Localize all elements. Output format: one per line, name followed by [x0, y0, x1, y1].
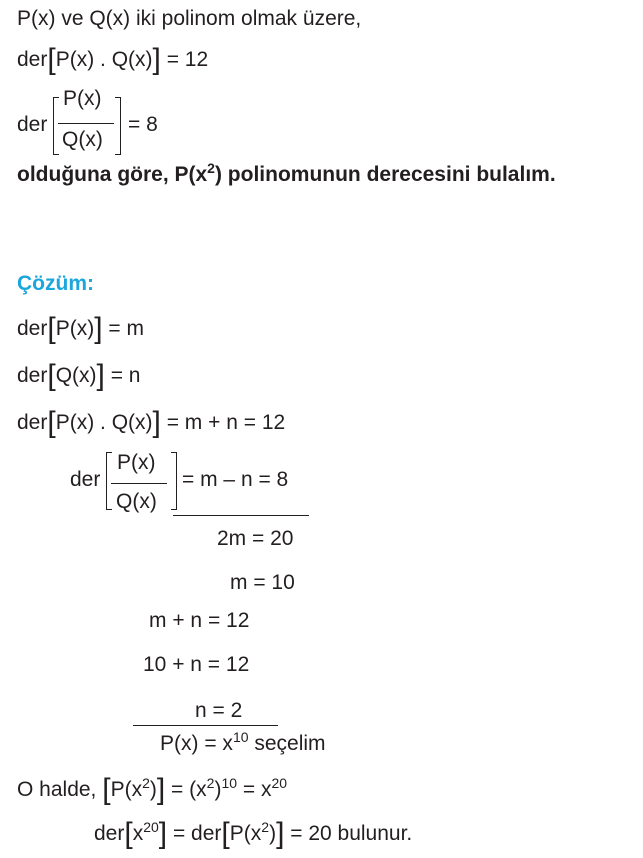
problem-product-degree: der[P(x) . Q(x)] = 12: [17, 43, 209, 76]
fraction-result: = m – n = 8: [182, 468, 289, 491]
solution-step-sum: der[P(x) . Q(x)] = m + n = 12: [17, 406, 286, 439]
solution-step-q: der[Q(x)] = n: [17, 359, 141, 392]
fraction-numerator: P(x): [63, 87, 102, 110]
fraction-denominator: Q(x): [116, 490, 157, 513]
problem-intro: P(x) ve Q(x) iki polinom olmak üzere,: [17, 7, 362, 30]
then-statement: O halde, $[P(x^2)] = (x^2)^{10} = x^{20}$: [17, 773, 288, 806]
equation-m-plus-n: m + n = 12: [149, 609, 250, 632]
right-bracket: [171, 452, 177, 510]
der-label: der: [70, 468, 101, 491]
sum-rule: [173, 515, 309, 516]
m-value: m = 10: [230, 571, 295, 594]
problem-question: olduğuna göre, $P(x^2)$ polinomunun derecesini bulalım.: [17, 160, 556, 186]
fraction-denominator: Q(x): [62, 128, 103, 151]
left-bracket: [106, 452, 112, 510]
fraction-numerator: P(x): [117, 451, 156, 474]
equation-substitute: 10 + n = 12: [143, 653, 250, 676]
fraction-result: = 8: [128, 113, 158, 136]
n-value: n = 2: [195, 699, 243, 722]
left-bracket: [53, 97, 59, 155]
fraction-bar: [111, 483, 167, 484]
solution-heading: Çözüm:: [17, 272, 94, 295]
der-label: der: [17, 113, 48, 136]
fraction-bar: [58, 123, 114, 124]
result-rule: [133, 725, 278, 726]
right-bracket: [115, 97, 121, 155]
choose-polynomial: $P(x) = x^{10}$ seçelim: [160, 729, 326, 755]
final-answer: $der[x^{20}] = der[P(x^2)] = 20$ bulunur.: [94, 817, 413, 850]
solution-step-p: der[P(x)] = m: [17, 312, 144, 345]
sum-result: 2m = 20: [217, 527, 294, 550]
